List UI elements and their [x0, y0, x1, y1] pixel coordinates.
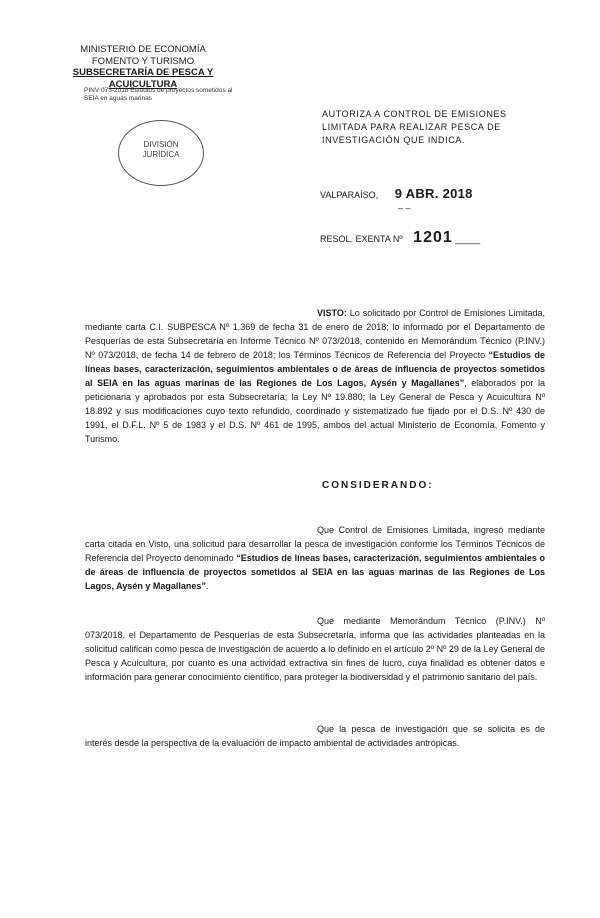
considerando-heading: CONSIDERANDO: — [322, 480, 434, 491]
date-value: 9 ABR. 2018 — [394, 186, 473, 201]
place-label: VALPARAÍSO, — [320, 190, 379, 200]
subsecretary-name: SUBSECRETARÍA DE PESCA Y ACUICULTURA — [72, 67, 214, 90]
considerando-2: Que mediante Memorándum Técnico (P.INV.) Nº 073/2018, el Departamento de Pesquerías de esta Subsecretaría, informa que las actividades planteadas en la solicitud califican como pesca de investigación de acuerdo a lo definido en el artículo 2º Nº 29 de la Ley General de Pesca y Acuicultura, por cuanto es una actividad extractiva sin fines de lucro, cuya finalidad es obtener datos e información para generar conocimiento científico, para proteger la biodiversidad y el patrimonio sanitario del país. — [85, 616, 545, 682]
visto-paragraph — [85, 306, 545, 446]
reference-line-2: SEIA en aguas marinas — [84, 95, 152, 102]
resolution-title: AUTORIZA A CONTROL DE EMISIONES LIMITADA PARA REALIZAR PESCA DE INVESTIGACIÓN QUE INDICA. — [322, 109, 507, 145]
underline-filler: _____ — [455, 234, 481, 244]
stamp-line-1: DIVISIÓN — [143, 140, 179, 149]
resolution-number: 1201 — [413, 229, 453, 246]
ministry-name: MINISTERIO DE ECONOMÍA — [80, 44, 206, 55]
c1-text-2: . — [205, 581, 209, 591]
visto-text-1: Lo solicitado por Control de Emisiones Limitada, mediante carta C.I. SUBPESCA Nº 1.369 de fecha 31 de enero de 2018; lo informado por el Departamento de Pesquerías de esta Subsecretaría en Informe Técnico Nº 073/2018, contenido en Memorándum Técnico (P.INV.) Nº 073/2018, de fecha 14 de febrero de 2018; los Términos Técnicos de Referencia del Proyecto — [85, 308, 545, 360]
stamp-line-2: JURÍDICA — [142, 150, 180, 159]
considerando-3: Que la pesca de investigación que se solicita es de interés desde la perspectiva de la evaluación de impacto ambiental de actividades antrópicas. — [85, 724, 545, 748]
reference-line-1: PINV 073-2018 Estudios de proyectos sometidos al — [84, 87, 233, 94]
dash-mark: – – — [398, 203, 411, 213]
letterhead — [48, 44, 238, 90]
date-line — [320, 186, 473, 201]
visto-text-2: , elaborados por la peticionaria y aprobados por esta Subsecretaría; la Ley Nº 19.880; la Ley General de Pesca y Acuicultura Nº 18.892 y sus modificaciones cuyo texto refundido, coordinado y sistematizado fue fijado por el D.S. Nº 430 de 1991, el D.F.L. Nº 5 de 1983 y el D.S. Nº 461 de 1995, ambos del actual Ministerio de Economía, Fomento y Turismo. — [85, 378, 545, 444]
c1-text-1: Que Control de Emisiones Limitada, ingresó mediante carta citada en Visto, una solicitud para desarrollar la pesca de investigación conforme los Términos Técnicos de Referencia del Proyecto denominado — [85, 525, 545, 563]
resolution-label: RESOL. EXENTA Nº — [320, 234, 403, 244]
reference-note — [84, 87, 274, 103]
ministry-subname: FOMENTO Y TURISMO — [91, 55, 195, 67]
visto-label: VISTO: — [317, 308, 347, 318]
considerando-1 — [85, 523, 545, 593]
resolution-number-line — [320, 229, 480, 247]
visto-project-name: “Estudios de líneas bases, caracterización, seguimientos ambientales o de áreas de influencia de proyectos sometidos al SEIA en las aguas marinas de las Regiones de Los Lagos, Aysén y Magallanes” — [85, 350, 545, 388]
c1-project-name: “Estudios de líneas bases, caracterización, seguimientos ambientales o de áreas de influencia de proyectos sometidos al SEIA en las aguas marinas de las Regiones de Los Lagos, Aysén y Magallanes” — [85, 553, 545, 591]
division-stamp — [118, 120, 204, 186]
